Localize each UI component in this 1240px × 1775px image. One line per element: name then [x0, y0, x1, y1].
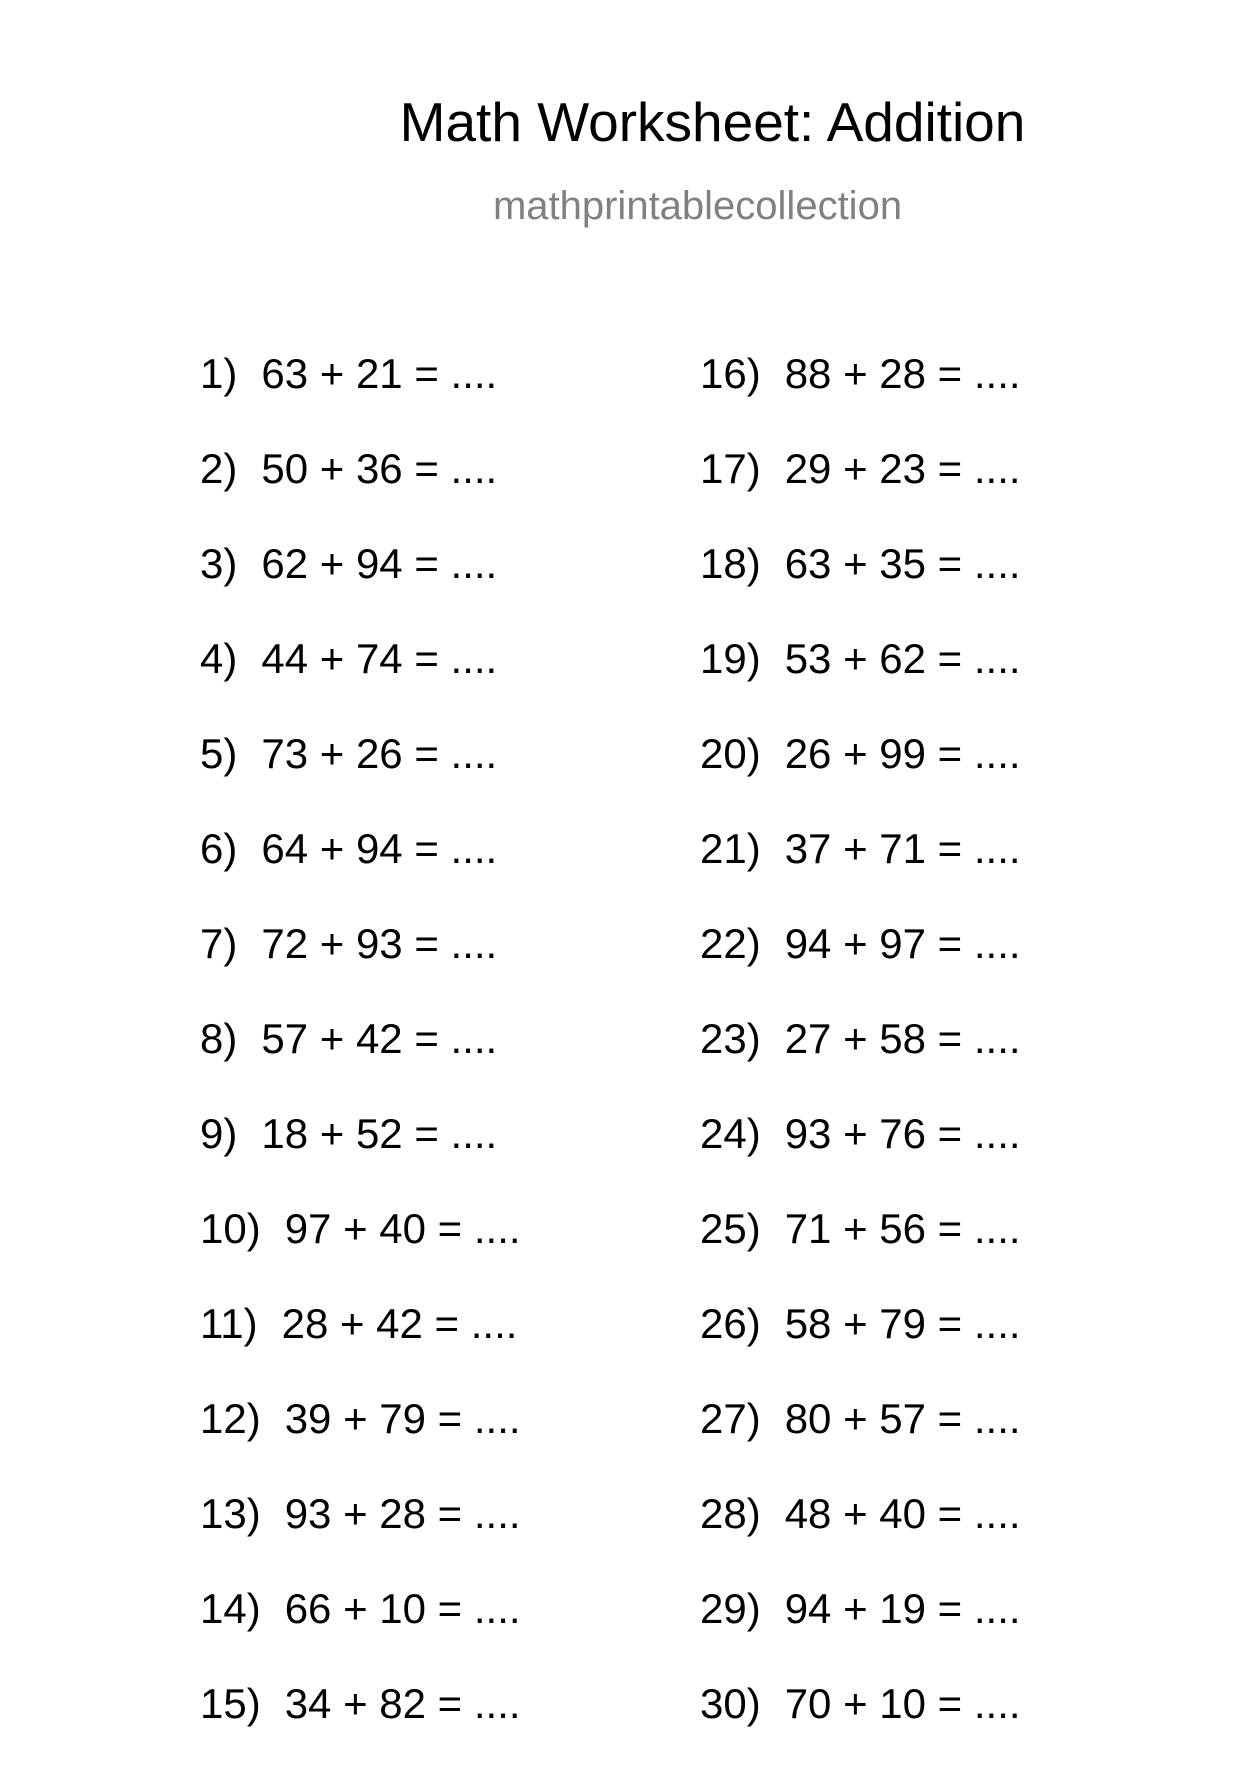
problem-expression: 39 + 79 = ....	[284, 1395, 521, 1442]
problem-item	[700, 920, 1021, 1015]
problem-item	[200, 825, 521, 920]
problem-number: 24)	[700, 1110, 761, 1157]
problem-expression: 94 + 19 = ....	[784, 1585, 1021, 1632]
problem-expression: 18 + 52 = ....	[261, 1110, 498, 1157]
problem-expression: 63 + 21 = ....	[261, 350, 498, 397]
problem-number: 21)	[700, 825, 761, 872]
problem-expression: 27 + 58 = ....	[784, 1015, 1021, 1062]
problem-expression: 73 + 26 = ....	[261, 730, 498, 777]
problem-number: 17)	[700, 445, 761, 492]
problem-expression: 28 + 42 = ....	[281, 1300, 518, 1347]
problem-item	[200, 1110, 521, 1205]
problem-expression: 72 + 93 = ....	[261, 920, 498, 967]
problem-item	[200, 1300, 521, 1395]
problem-number: 6)	[200, 825, 238, 872]
problem-item	[700, 1585, 1021, 1680]
problem-number: 10)	[200, 1205, 261, 1252]
problem-expression: 26 + 99 = ....	[784, 730, 1021, 777]
problem-expression: 57 + 42 = ....	[261, 1015, 498, 1062]
problem-number: 15)	[200, 1680, 261, 1727]
problem-number: 23)	[700, 1015, 761, 1062]
problem-number: 11)	[200, 1300, 258, 1347]
problem-number: 2)	[200, 445, 238, 492]
problem-expression: 44 + 74 = ....	[261, 635, 498, 682]
problem-item	[200, 350, 521, 445]
problem-number: 3)	[200, 540, 238, 587]
problem-item	[700, 1395, 1021, 1490]
problem-expression: 34 + 82 = ....	[284, 1680, 521, 1727]
problem-item	[700, 1300, 1021, 1395]
problem-item	[700, 1205, 1021, 1300]
problem-expression: 64 + 94 = ....	[261, 825, 498, 872]
problem-item	[200, 445, 521, 540]
problem-number: 8)	[200, 1015, 238, 1062]
problem-expression: 58 + 79 = ....	[784, 1300, 1021, 1347]
problem-number: 19)	[700, 635, 761, 682]
problem-column-right	[700, 350, 1021, 1775]
problem-number: 29)	[700, 1585, 761, 1632]
problem-item	[200, 1585, 521, 1680]
problem-item	[200, 1490, 521, 1585]
problem-item	[200, 1015, 521, 1110]
problem-expression: 71 + 56 = ....	[784, 1205, 1021, 1252]
problem-number: 28)	[700, 1490, 761, 1537]
problem-number: 30)	[700, 1680, 761, 1727]
problem-expression: 70 + 10 = ....	[784, 1680, 1021, 1727]
problem-number: 7)	[200, 920, 238, 967]
problem-item	[700, 540, 1021, 635]
problem-expression: 37 + 71 = ....	[784, 825, 1021, 872]
problem-number: 20)	[700, 730, 761, 777]
problem-expression: 53 + 62 = ....	[784, 635, 1021, 682]
problem-item	[200, 1205, 521, 1300]
problem-item	[700, 730, 1021, 825]
problem-expression: 66 + 10 = ....	[284, 1585, 521, 1632]
problem-item	[700, 350, 1021, 445]
problem-expression: 63 + 35 = ....	[784, 540, 1021, 587]
problem-item	[200, 1680, 521, 1775]
problem-number: 18)	[700, 540, 761, 587]
problem-number: 26)	[700, 1300, 761, 1347]
problem-item	[200, 1395, 521, 1490]
problem-item	[700, 1680, 1021, 1775]
page-title: Math Worksheet: Addition	[399, 91, 1026, 153]
problem-item	[700, 1490, 1021, 1585]
problem-number: 25)	[700, 1205, 761, 1252]
problem-number: 27)	[700, 1395, 761, 1442]
problem-number: 22)	[700, 920, 761, 967]
problem-number: 9)	[200, 1110, 238, 1157]
problem-item	[700, 445, 1021, 540]
problem-item	[200, 920, 521, 1015]
problem-number: 16)	[700, 350, 761, 397]
problem-number: 5)	[200, 730, 238, 777]
problem-number: 13)	[200, 1490, 261, 1537]
problem-expression: 94 + 97 = ....	[784, 920, 1021, 967]
problem-number: 4)	[200, 635, 238, 682]
page-subtitle: mathprintablecollection	[492, 184, 903, 228]
problem-item	[700, 1015, 1021, 1110]
problem-expression: 80 + 57 = ....	[784, 1395, 1021, 1442]
problem-number: 1)	[200, 350, 238, 397]
problem-expression: 48 + 40 = ....	[784, 1490, 1021, 1537]
problem-item	[700, 635, 1021, 730]
problem-number: 12)	[200, 1395, 261, 1442]
problem-expression: 93 + 76 = ....	[784, 1110, 1021, 1157]
problem-expression: 62 + 94 = ....	[261, 540, 498, 587]
problem-item	[200, 730, 521, 825]
problem-column-left	[200, 350, 521, 1775]
problem-expression: 93 + 28 = ....	[284, 1490, 521, 1537]
problem-expression: 50 + 36 = ....	[261, 445, 498, 492]
problem-expression: 29 + 23 = ....	[784, 445, 1021, 492]
problem-number: 14)	[200, 1585, 261, 1632]
problem-item	[200, 635, 521, 730]
problem-item	[700, 825, 1021, 920]
problem-expression: 97 + 40 = ....	[284, 1205, 521, 1252]
problem-expression: 88 + 28 = ....	[784, 350, 1021, 397]
problem-item	[700, 1110, 1021, 1205]
problem-item	[200, 540, 521, 635]
